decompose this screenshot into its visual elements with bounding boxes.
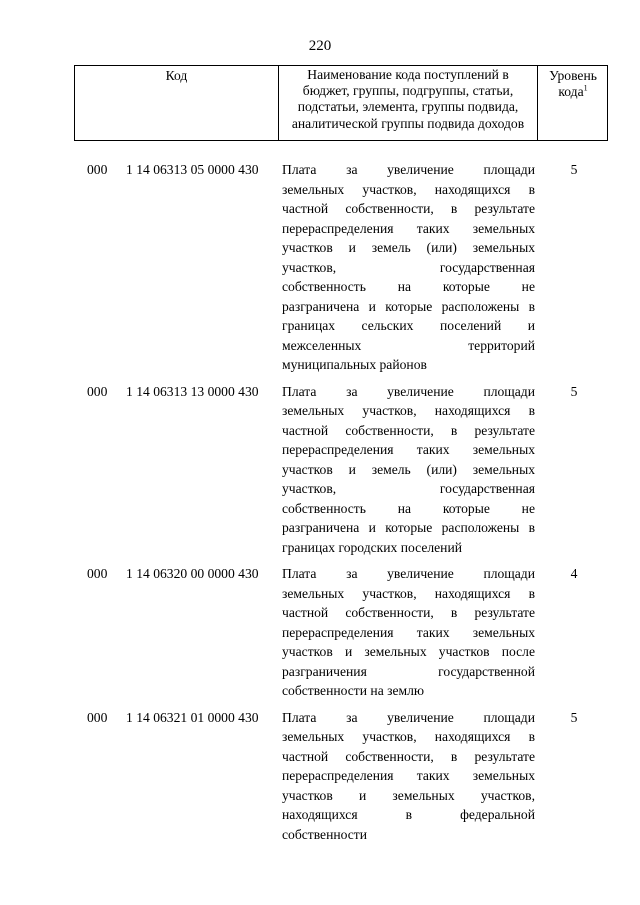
row-admin-code: 000 (87, 383, 108, 399)
description-line: собственность на которые не (282, 500, 535, 516)
description-line: собственности (282, 826, 368, 842)
row-admin-code: 000 (87, 566, 108, 581)
description-line: земельных участков, находящихся в (282, 403, 535, 418)
row-admin-code: 000 (87, 162, 108, 177)
header-name-label: Наименование кода поступлений в бюджет, группы, подгруппы, статьи, подстатьи, элемента, группы подвида, аналитической группы подвида доходов (291, 67, 525, 131)
row-income-code: 1 14 06313 05 0000 430 (126, 162, 259, 177)
description-line: участков и земель (или) земельных (282, 461, 535, 477)
description-line: собственности на землю (282, 683, 425, 698)
header-code-cell (75, 66, 279, 140)
table-row (0, 382, 640, 558)
description-line: перераспределения таких земельных (282, 768, 535, 783)
description-line: земельных участков, находящихся в (282, 181, 535, 197)
table-row (0, 708, 640, 845)
description-line: участков и земель (или) земельных (282, 240, 535, 255)
header-code-label: Код (165, 68, 188, 83)
description-line: перераспределения таких земельных (282, 220, 535, 236)
row-income-code: 1 14 06313 13 0000 430 (126, 383, 259, 399)
description-line: межселенных территорий (282, 337, 535, 353)
row-income-code: 1 14 06321 01 0000 430 (126, 709, 259, 725)
row-description (282, 382, 535, 558)
header-level-cell (538, 66, 608, 140)
description-line: частной собственности, в результате (282, 201, 535, 216)
row-income-code: 1 14 06320 00 0000 430 (126, 566, 259, 581)
description-line: разграничения государственной (282, 663, 535, 679)
description-line: перераспределения таких земельных (282, 442, 535, 457)
description-line: частной собственности, в результате (282, 422, 535, 438)
description-line: участков, государственная (282, 481, 535, 496)
table-row (0, 160, 640, 375)
description-line: муниципальных районов (282, 357, 427, 372)
description-line: земельных участков, находящихся в (282, 585, 535, 601)
description-line: перераспределения таких земельных (282, 624, 535, 640)
description-line: участков и земельных участков после (282, 644, 535, 659)
row-level: 5 (570, 162, 578, 177)
table-row (0, 564, 640, 701)
row-description (282, 160, 535, 375)
row-level: 5 (570, 383, 578, 399)
description-line: границах сельских поселений и (282, 318, 535, 333)
header-level-footnote: 1 (583, 83, 588, 93)
row-admin-code: 000 (87, 709, 108, 725)
description-line: границах городских поселений (282, 539, 463, 555)
description-line: земельных участков, находящихся в (282, 729, 535, 744)
description-line: Плата за увеличение площади (282, 383, 535, 399)
description-line: Плата за увеличение площади (282, 162, 535, 177)
description-line: находящихся в федеральной (282, 807, 535, 822)
description-line: Плата за увеличение площади (282, 709, 535, 725)
row-description (282, 708, 535, 845)
description-line: участков и земельных участков, (282, 787, 535, 803)
page-number: 220 (308, 38, 332, 54)
description-line: участков, государственная (282, 259, 535, 275)
row-level: 5 (570, 709, 578, 725)
description-line: частной собственности, в результате (282, 605, 535, 620)
description-line: собственность на которые не (282, 279, 535, 294)
table-header (74, 65, 608, 141)
description-line: частной собственности, в результате (282, 748, 535, 764)
description-line: разграничена и которые расположены в (282, 298, 535, 314)
header-level-label: Уровень кода (549, 68, 597, 100)
description-line: разграничена и которые расположены в (282, 520, 535, 535)
row-level: 4 (570, 566, 578, 581)
description-line: Плата за увеличение площади (282, 566, 535, 581)
header-name-cell (279, 66, 538, 140)
row-description (282, 564, 535, 701)
